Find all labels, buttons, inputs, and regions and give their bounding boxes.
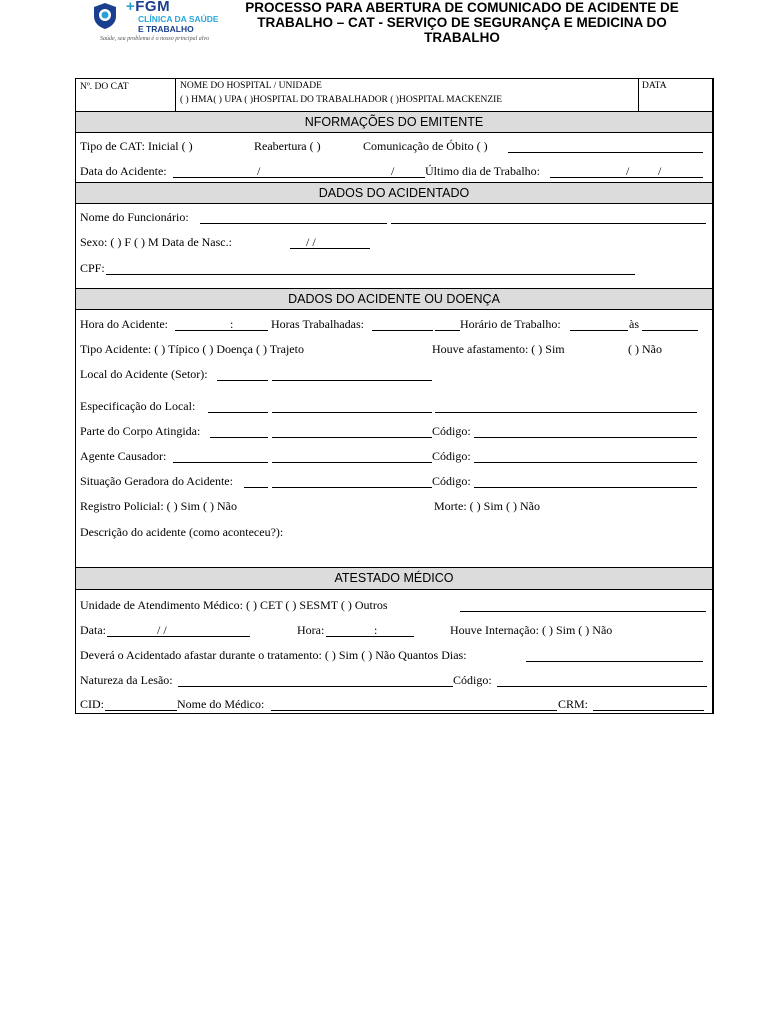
- divider: [175, 79, 176, 111]
- hora-acidente-line[interactable]: [175, 330, 268, 331]
- nome-funcionario-label: Nome do Funcionário:: [80, 210, 189, 224]
- especificacao-line-3[interactable]: [435, 412, 697, 413]
- codigo-line[interactable]: [474, 487, 697, 488]
- divider: [638, 79, 639, 111]
- cpf-line[interactable]: [106, 274, 635, 275]
- hora-label: Hora:: [297, 623, 325, 637]
- cpf-label: CPF:: [80, 261, 105, 275]
- section-acidente-heading: DADOS DO ACIDENTE OU DOENÇA: [76, 288, 712, 310]
- hora-separator: :: [374, 623, 378, 637]
- codigo-label: Código:: [432, 449, 471, 463]
- hospital-options[interactable]: ( ) HMA( ) UPA ( )HOSPITAL DO TRABALHADOR ( )HOSPITAL MACKENZIE: [180, 95, 503, 105]
- ultimo-dia-label: Último dia de Trabalho:: [425, 164, 540, 178]
- nome-medico-line[interactable]: [271, 710, 557, 711]
- codigo-line[interactable]: [474, 462, 697, 463]
- date-label: DATA: [642, 81, 667, 91]
- data-separators: / /: [157, 623, 167, 637]
- logo-line-2: E TRABALHO: [138, 24, 194, 34]
- codigo-line[interactable]: [497, 686, 707, 687]
- logo-brand: +FGM: [126, 0, 171, 15]
- horario-line-pre[interactable]: [435, 330, 460, 331]
- situacao-line-2[interactable]: [272, 487, 432, 488]
- afastamento-field[interactable]: Houve afastamento: ( ) Sim: [432, 342, 565, 356]
- date-separator: /: [658, 164, 662, 178]
- situacao-line-1[interactable]: [244, 487, 268, 488]
- sexo-field[interactable]: Sexo: ( ) F ( ) M Data de Nasc.:: [80, 235, 232, 249]
- registro-policial-field[interactable]: Registro Policial: ( ) Sim ( ) Não: [80, 499, 237, 513]
- date-separator: /: [391, 164, 395, 178]
- especificacao-line-1[interactable]: [208, 412, 268, 413]
- clinic-logo: [90, 0, 219, 48]
- date-separator: /: [626, 164, 630, 178]
- obito-field[interactable]: Comunicação de Óbito ( ): [363, 139, 488, 153]
- nome-line-2[interactable]: [391, 223, 706, 224]
- date-separator: /: [257, 164, 261, 178]
- cid-label: CID:: [80, 697, 104, 711]
- hora-line[interactable]: [326, 636, 414, 637]
- unidade-atendimento-field[interactable]: Unidade de Atendimento Médico: ( ) CET ( ) SESMT ( ) Outros: [80, 598, 388, 612]
- codigo-line[interactable]: [474, 437, 697, 438]
- local-line-1[interactable]: [217, 380, 268, 381]
- nasc-separators: / /: [306, 235, 316, 249]
- internacao-field[interactable]: Houve Internação: ( ) Sim ( ) Não: [450, 623, 613, 637]
- obito-line[interactable]: [508, 152, 703, 153]
- crm-label: CRM:: [558, 697, 589, 711]
- situacao-geradora-label: Situação Geradora do Acidente:: [80, 474, 233, 488]
- horario-trabalho-label: Horário de Trabalho:: [460, 317, 561, 331]
- logo-line-1: CLÍNICA DA SAÚDE: [138, 14, 219, 24]
- logo-slogan: Saúde, seu problema é o nosso principal alvo: [100, 36, 210, 42]
- hospital-label: NOME DO HOSPITAL / UNIDADE: [180, 81, 322, 91]
- horas-trabalhadas-label: Horas Trabalhadas:: [271, 317, 364, 331]
- cid-line[interactable]: [105, 710, 177, 711]
- data-acidente-label: Data do Acidente:: [80, 164, 167, 178]
- quantos-dias-line[interactable]: [526, 661, 703, 662]
- afastar-field[interactable]: Deverá o Acidentado afastar durante o tratamento: ( ) Sim ( ) Não Quantos Dias:: [80, 648, 467, 662]
- horario-fim-line[interactable]: [642, 330, 698, 331]
- section-acidentado-heading: DADOS DO ACIDENTADO: [76, 182, 712, 204]
- outros-line[interactable]: [460, 611, 706, 612]
- horario-inicio-line[interactable]: [570, 330, 628, 331]
- codigo-label: Código:: [432, 424, 471, 438]
- local-line-2[interactable]: [272, 380, 432, 381]
- parte-corpo-label: Parte do Corpo Atingida:: [80, 424, 201, 438]
- tipo-acidente-field[interactable]: Tipo Acidente: ( ) Típico ( ) Doença ( ) Trajeto: [80, 342, 304, 356]
- data-label: Data:: [80, 623, 106, 637]
- cat-number-label: Nº. DO CAT: [80, 82, 129, 92]
- as-label: às: [629, 317, 639, 331]
- nome-line-1[interactable]: [200, 223, 387, 224]
- parte-corpo-line-1[interactable]: [210, 437, 268, 438]
- crm-line[interactable]: [593, 710, 704, 711]
- codigo-label: Código:: [453, 673, 492, 687]
- horas-trabalhadas-line[interactable]: [372, 330, 433, 331]
- agente-line-2[interactable]: [272, 462, 432, 463]
- natureza-line[interactable]: [178, 686, 453, 687]
- section-atestado-heading: ATESTADO MÉDICO: [76, 567, 712, 590]
- data-line[interactable]: [107, 636, 250, 637]
- hora-acidente-label: Hora do Acidente:: [80, 317, 168, 331]
- reabertura-field[interactable]: Reabertura ( ): [254, 139, 321, 153]
- parte-corpo-line-2[interactable]: [272, 437, 432, 438]
- natureza-lesao-label: Natureza da Lesão:: [80, 673, 173, 687]
- agente-line-1[interactable]: [173, 462, 268, 463]
- especificacao-label: Especificação do Local:: [80, 399, 196, 413]
- especificacao-line-2[interactable]: [272, 412, 432, 413]
- document-title: PROCESSO PARA ABERTURA DE COMUNICADO DE ACIDENTE DE TRABALHO – CAT - SERVIÇO DE SEGURANÇA E MEDICINA DO TRABALHO: [245, 0, 679, 45]
- data-nasc-line[interactable]: [290, 248, 370, 249]
- codigo-label: Código:: [432, 474, 471, 488]
- morte-field[interactable]: Morte: ( ) Sim ( ) Não: [434, 499, 540, 513]
- cat-form: [75, 78, 714, 714]
- agente-causador-label: Agente Causador:: [80, 449, 167, 463]
- nome-medico-label: Nome do Médico:: [177, 697, 265, 711]
- logo-badge-icon: [92, 2, 118, 30]
- hora-separator: :: [230, 317, 234, 331]
- local-acidente-label: Local do Acidente (Setor):: [80, 367, 208, 381]
- section-emitente-heading: NFORMAÇÕES DO EMITENTE: [76, 111, 712, 133]
- afastamento-nao-field[interactable]: ( ) Não: [628, 342, 662, 356]
- data-acidente-line[interactable]: [173, 177, 425, 178]
- tipo-cat-field[interactable]: Tipo de CAT: Inicial ( ): [80, 139, 193, 153]
- descricao-label: Descrição do acidente (como aconteceu?):: [80, 525, 284, 539]
